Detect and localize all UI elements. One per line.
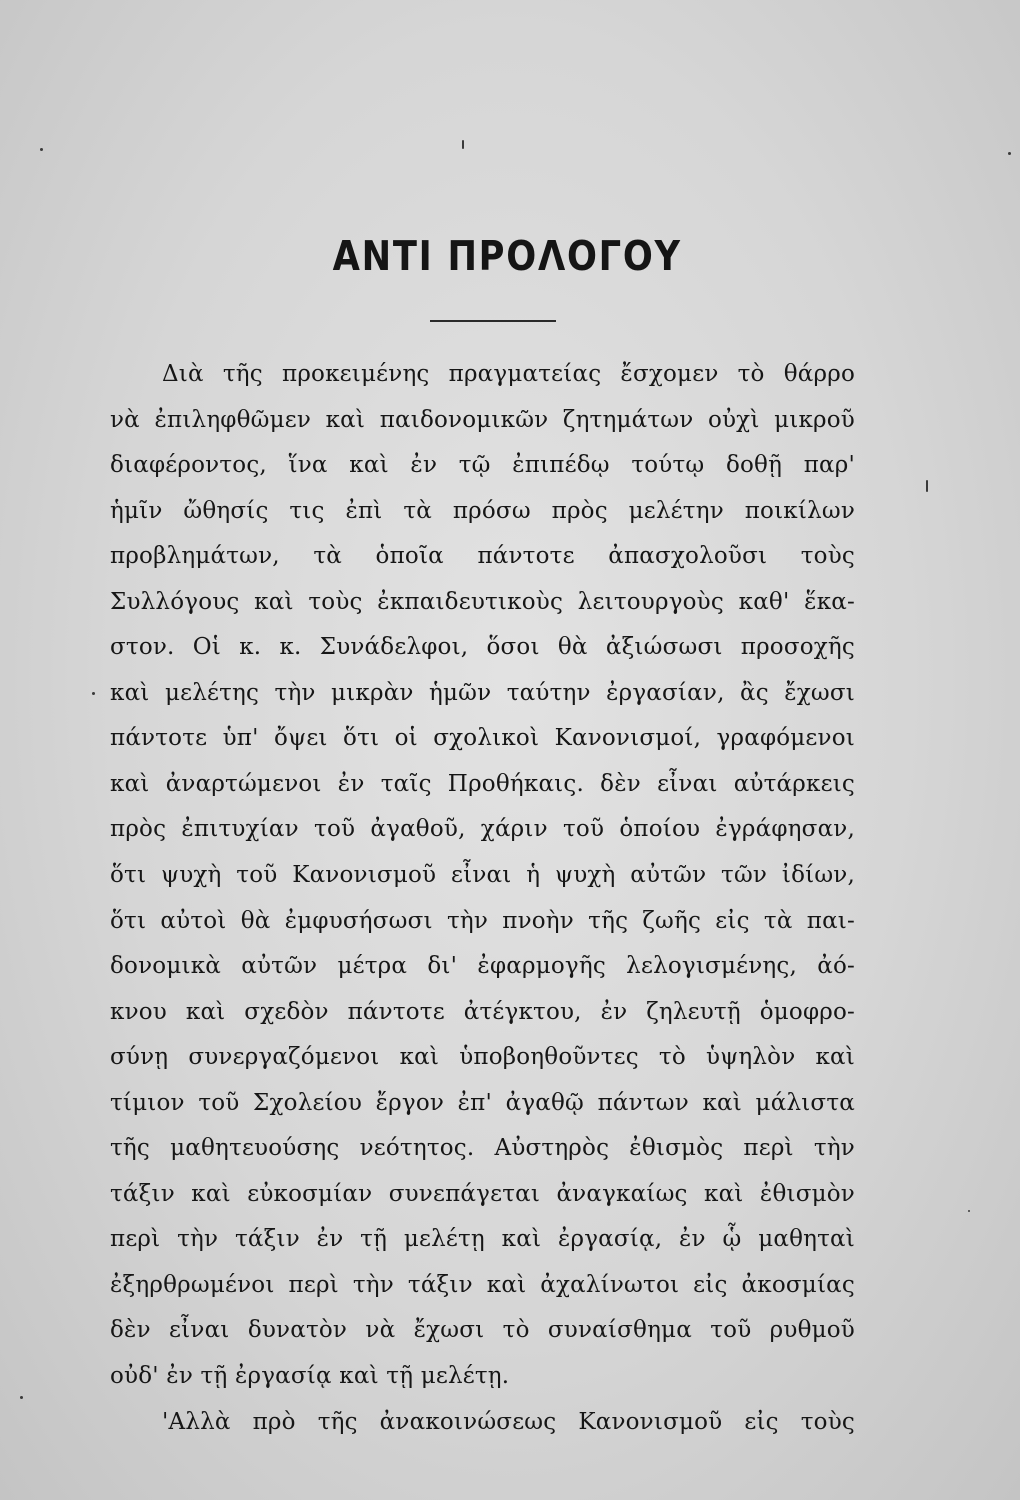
scan-speck [462, 140, 464, 149]
text-line: 'Αλλὰ πρὸ τῆς ἀνακοινώσεως Κανονισμοῦ εἰς τοὺς [162, 1408, 855, 1435]
text-line: κνου καὶ σχεδὸν πάντοτε ἀτέγκτου, ἐν ζηλευτῇ ὁμοφρο- [110, 998, 855, 1025]
text-line: πρὸς ἐπιτυχίαν τοῦ ἀγαθοῦ, χάριν τοῦ ὁποίου ἐγράφησαν, [110, 816, 855, 843]
text-line: δονομικὰ αὐτῶν μέτρα δι' ἐφαρμογῆς λελογισμένης, ἀό- [110, 953, 855, 980]
body-text [110, 352, 855, 1445]
text-line: ἐξηρθρωμένοι περὶ τὴν τάξιν καὶ ἀχαλίνωτοι εἰς ἀκοσμίας [110, 1271, 855, 1298]
text-line: τῆς μαθητευούσης νεότητος. Αὐστηρὸς ἐθισμὸς περὶ τὴν [110, 1135, 855, 1162]
scan-speck [40, 148, 43, 151]
text-line: πάντοτε ὑπ' ὄψει ὅτι οἱ σχολικοὶ Κανονισμοί, γραφόμενοι [110, 725, 855, 752]
text-line: οὐδ' ἐν τῇ ἐργασίᾳ καὶ τῇ μελέτῃ. [110, 1363, 510, 1390]
text-line: στον. Οἱ κ. κ. Συνάδελφοι, ὅσοι θὰ ἀξιώσωσι προσοχῆς [110, 634, 855, 661]
text-line: Διὰ τῆς προκειμένης πραγματείας ἔσχομεν τὸ θάρρο [162, 361, 855, 387]
text-line: καὶ μελέτης τὴν μικρὰν ἡμῶν ταύτην ἐργασίαν, ἂς ἔχωσι [110, 679, 855, 706]
scan-speck [926, 480, 928, 492]
scan-speck [968, 1210, 970, 1212]
text-line: νὰ ἐπιληφθῶμεν καὶ παιδονομικῶν ζητημάτων οὐχὶ μικροῦ [110, 406, 855, 433]
text-line: ὅτι ψυχὴ τοῦ Κανονισμοῦ εἶναι ἡ ψυχὴ αὐτῶν τῶν ἰδίων, [110, 862, 855, 889]
text-line: περὶ τὴν τάξιν ἐν τῇ μελέτῃ καὶ ἐργασίᾳ, ἐν ᾧ μαθηταὶ [110, 1226, 855, 1253]
text-line: τίμιον τοῦ Σχολείου ἔργον ἐπ' ἀγαθῷ πάντων καὶ μάλιστα [110, 1089, 855, 1116]
scan-speck [92, 692, 95, 695]
text-line: καὶ ἀναρτώμενοι ἐν ταῖς Προθήκαις. δὲν εἶναι αὐτάρκεις [110, 770, 855, 797]
text-line: ὅτι αὐτοὶ θὰ ἐμφυσήσωσι τὴν πνοὴν τῆς ζωῆς εἰς τὰ παι- [110, 907, 855, 934]
text-line: δὲν εἶναι δυνατὸν νὰ ἔχωσι τὸ συναίσθημα τοῦ ρυθμοῦ [110, 1317, 855, 1344]
title-divider [430, 320, 556, 322]
text-line: ἡμῖν ὤθησίς τις ἐπὶ τὰ πρόσω πρὸς μελέτην ποικίλων [110, 497, 855, 524]
text-line: Συλλόγους καὶ τοὺς ἐκπαιδευτικοὺς λειτουργοὺς καθ' ἕκα- [110, 588, 855, 615]
scan-speck [1008, 152, 1011, 155]
text-line: τάξιν καὶ εὐκοσμίαν συνεπάγεται ἀναγκαίως καὶ ἐθισμὸν [110, 1180, 855, 1207]
scan-speck [20, 1396, 23, 1399]
text-line: σύνῃ συνεργαζόμενοι καὶ ὑποβοηθοῦντες τὸ ὑψηλὸν καὶ [110, 1044, 855, 1071]
text-line: διαφέροντος, ἵνα καὶ ἐν τῷ ἐπιπέδῳ τούτῳ δοθῇ παρ' [110, 452, 855, 479]
text-line: προβλημάτων, τὰ ὁποῖα πάντοτε ἀπασχολοῦσι τοὺς [110, 543, 855, 570]
page-title: ΑΝΤΙ ΠΡΟΛΟΓΟΥ [332, 232, 682, 280]
